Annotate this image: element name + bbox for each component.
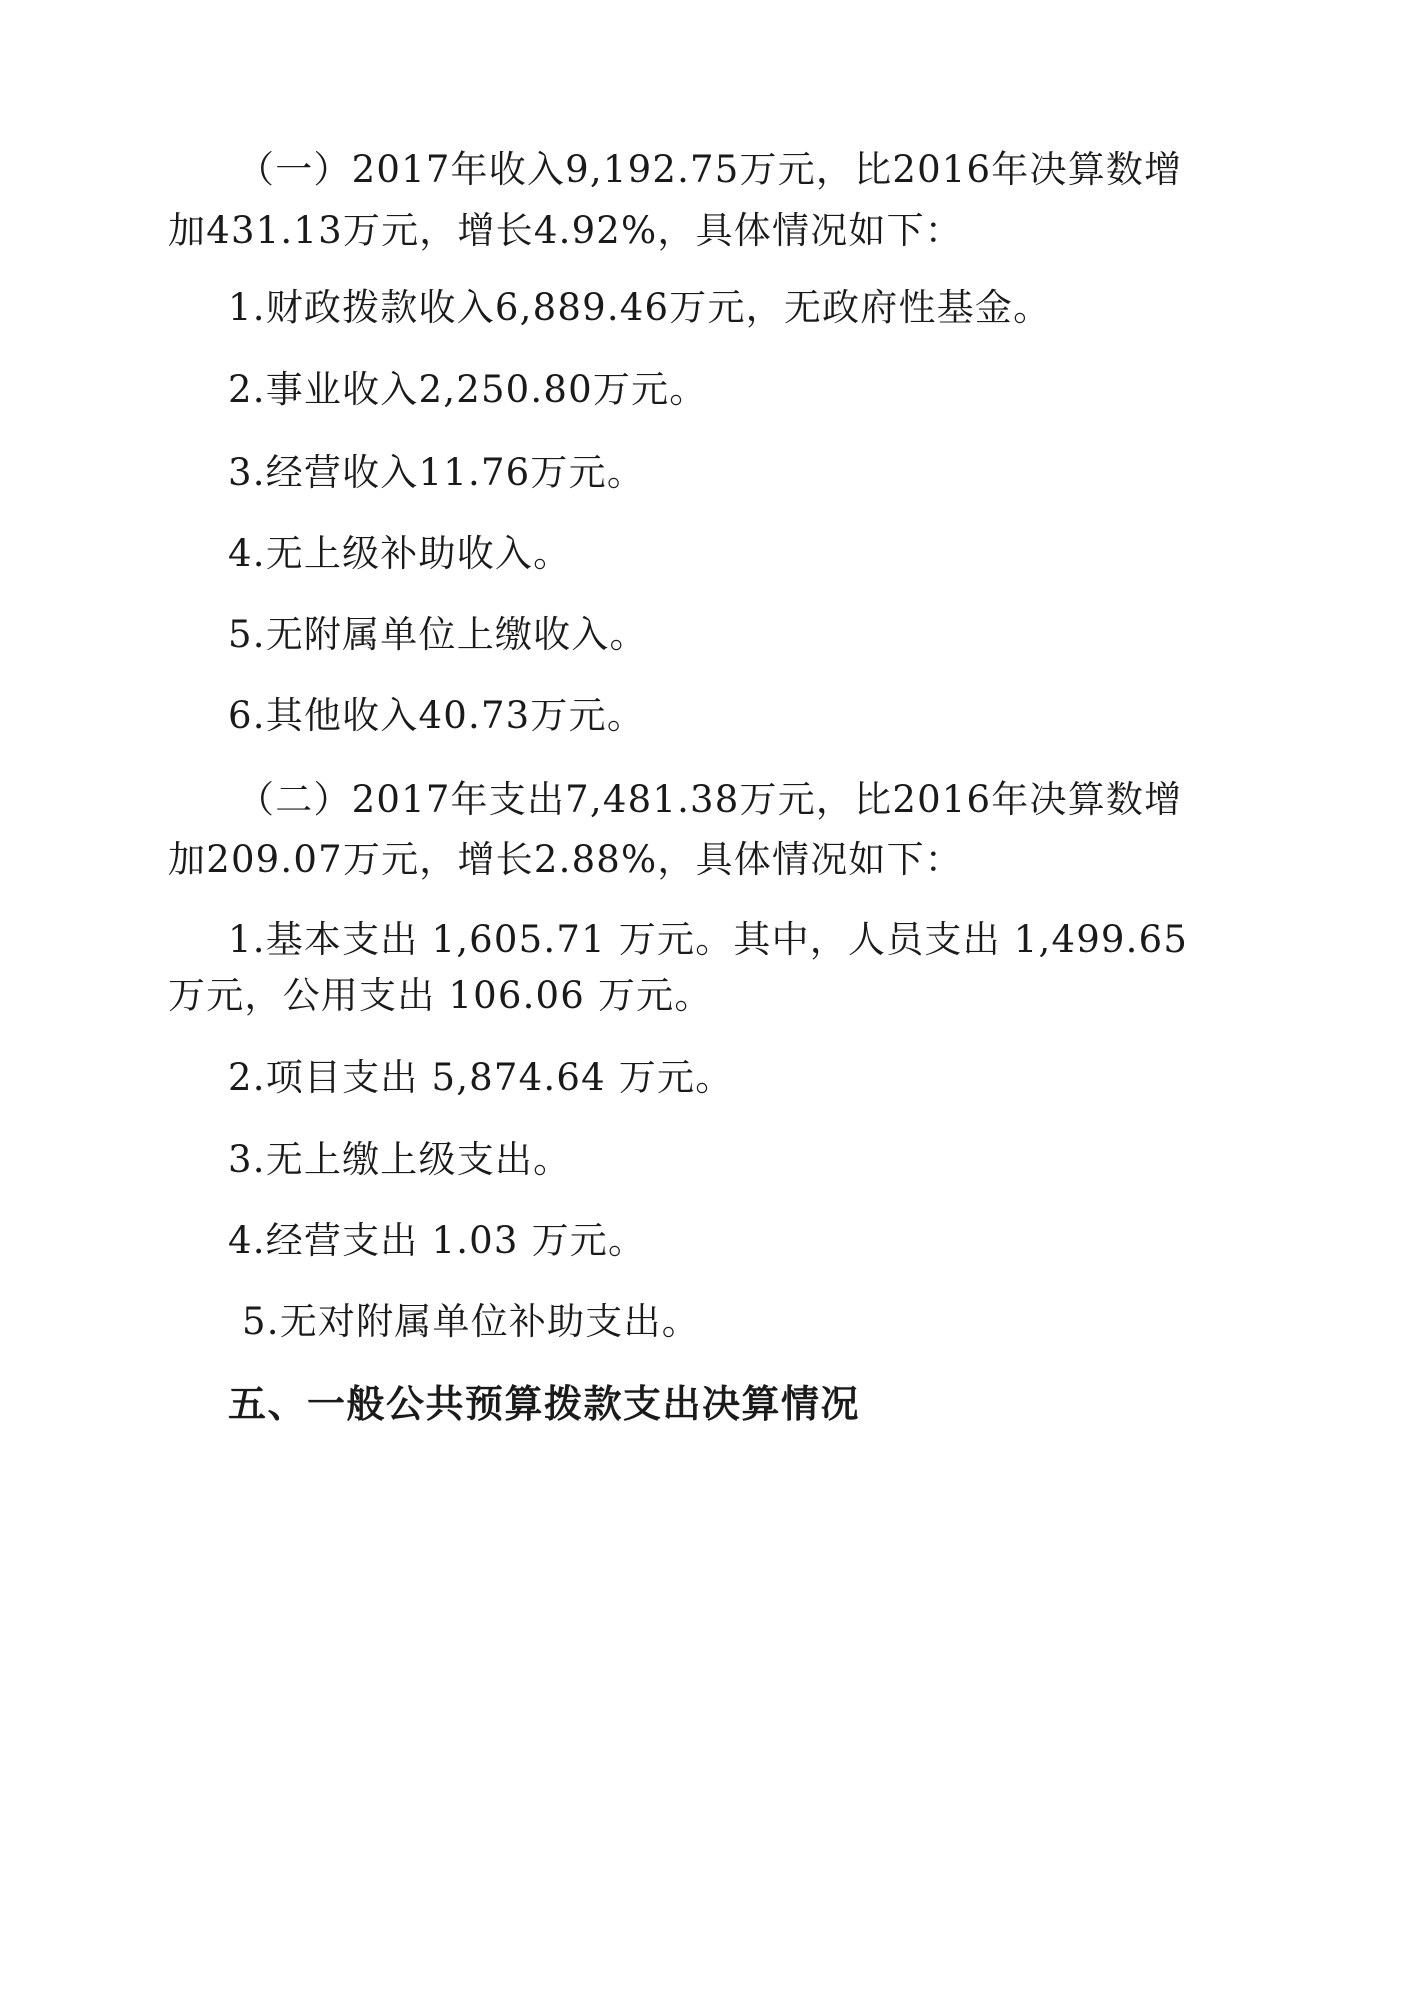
- expense-intro-line-2: 加209.07万元，增长2.88%，具体情况如下：: [168, 838, 964, 881]
- expense-item-3: 3.无上缴上级支出。: [228, 1138, 572, 1181]
- expense-item-5: 5.无对附属单位补助支出。: [242, 1300, 700, 1343]
- income-item-3: 3.经营收入11.76万元。: [228, 451, 646, 494]
- income-item-5: 5.无附属单位上缴收入。: [228, 613, 648, 656]
- income-intro-line-2: 加431.13万元，增长4.92%，具体情况如下：: [168, 209, 964, 252]
- expense-item-1-line-2: 万元，公用支出 106.06 万元。: [168, 974, 713, 1017]
- income-item-6: 6.其他收入40.73万元。: [228, 694, 646, 737]
- income-intro-line-1: （一）2017年收入9,192.75万元，比2016年决算数增: [237, 148, 1183, 191]
- expense-intro-line-1: （二）2017年支出7,481.38万元，比2016年决算数增: [237, 778, 1183, 821]
- income-item-4: 4.无上级补助收入。: [228, 532, 572, 575]
- expense-item-4: 4.经营支出 1.03 万元。: [228, 1219, 647, 1262]
- section-heading: 五、一般公共预算拨款支出决算情况: [228, 1382, 861, 1426]
- income-item-2: 2.事业收入2,250.80万元。: [228, 368, 708, 411]
- expense-item-1-line-1: 1.基本支出 1,605.71 万元。其中，人员支出 1,499.65: [228, 918, 1189, 961]
- income-item-1: 1.财政拨款收入6,889.46万元，无政府性基金。: [228, 286, 1052, 329]
- expense-item-2: 2.项目支出 5,874.64 万元。: [228, 1056, 734, 1099]
